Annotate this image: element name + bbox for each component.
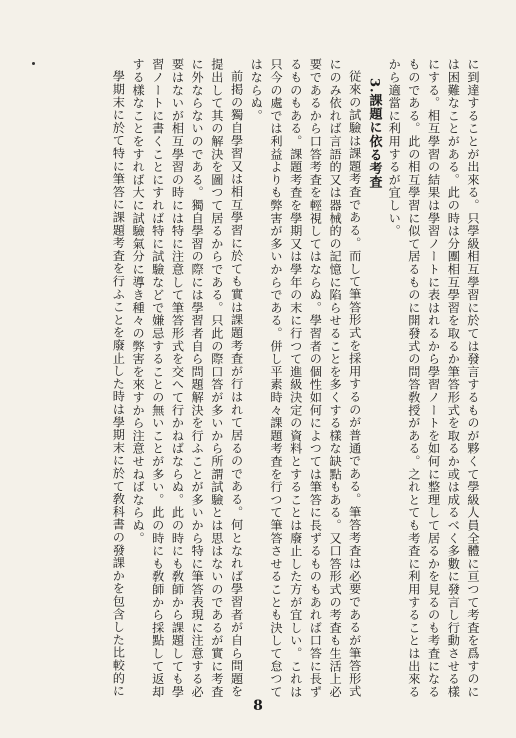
paragraph-1: に到達することが出來る。只學級相互學習に於ては發言するものが夥くて學級人員全體に亘つて考査を爲すのには困難なことがある。此の時は分團相互學習を取るか筆答形式を取るか或は成るべく多數に發言し行動させる樣にする。相互學習の結果は學習ノートに表はれるから學習ノートを如何に整理して居るかを見るのも考査になるものである。此の相互學習に似て居るものに開發式の問答敎授がある。之れとても考査に利用することは出來るから適當に利用するが宜しい。 [387,58,480,698]
paragraph-2: 従來の試驗は課題考査である。而して筆答形式を採用するのが普通である。筆答考査は必要であるが筆答形式にのみ依れば言語的又は器械的の記憶に陷らせることを多くする樣な缺點もある。又口答形式の考査も生活上必要であるから口答考査を輕視してはならぬ。學習者の個性如何によつては筆答に長ずるものもあれば口答に長ずるものもある。課題考査を學期又は學年の末に行つて進級決定の資料とすることは廢止した方が宜しい。これは只今の處では利益よりも弊害が多いからである。併し平素時々課題考査を行つて筆答させることも決して怠つてはならぬ。 [249,58,362,698]
section-title: 課題に依る考査 [366,93,382,189]
paragraph-4: 學期末に於て特に筆答に課題考査を行ふことを廢止した時は學期末に於て敎科書の發課かを包含した比較的に [111,70,126,698]
paper-speck [32,62,35,65]
page-number: 8 [253,698,263,714]
paragraph-3: 前掲の獨自學習又は相互學習に於ても實は課題考査が行はれて居るのである。何となれば學習者が自ら問題を提出して其の解決を圖つて居るからである。只此の際口答が多いから所謂試驗とは思はないのであるが實に考査に外ならないのである。獨自學習の際には學習者自ら問題解決を行ふことが多いから特に筆答表現に注意する必要はないが相互學習の時には特に注意して筆答形式を交へて行かねばならぬ。此の時にも敎師から課題しても學習ノートに書くことにすれば特に試驗などで嫌忌することの無いことが多い。此の時にも敎師から採點して返却する樣なことをすれば大に試驗氣分に導き種々の弊害を來すから注意せねばならぬ。 [131,58,244,698]
section-heading [364,58,384,698]
section-number: 3. [366,77,382,94]
vertical-text-body [52,58,482,698]
